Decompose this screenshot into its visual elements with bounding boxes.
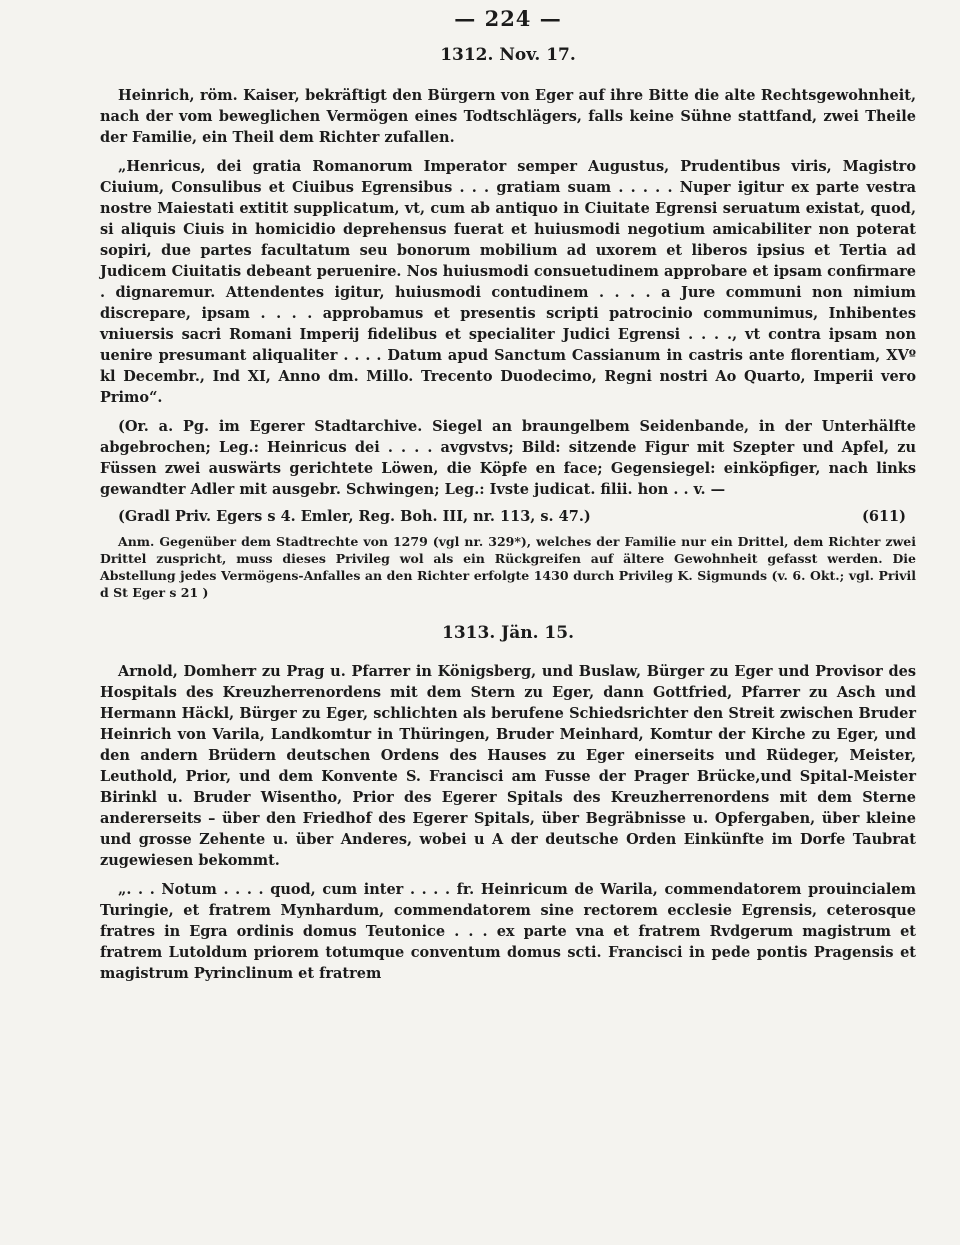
entry-date: 1313. Jän. 15. — [442, 623, 574, 643]
entry-number: (611) — [862, 508, 906, 525]
page-number: — 224 — — [454, 6, 562, 31]
entry-source: (Or. a. Pg. im Egerer Stadtarchive. Siegel an braungelbem Seidenbande, in der Unterhälfte abgebrochen; Leg.: Heinricus dei . . . . avgvstvs; Bild: sitzende Figur mit Szepter und Apfel, zu Füssen zwei auswärts gerichtete Löwen, die Köpfe en face; Gegensiegel: einköpfiger, nach links gewandter Adler mit ausgebr. Schwingen; Leg.: Ivste judicat. filii. hon . . v. — — [100, 418, 916, 498]
entry-date: 1312. Nov. 17. — [440, 45, 576, 65]
entry-reference-line — [100, 506, 916, 527]
entry-summary: Heinrich, röm. Kaiser, bekräftigt den Bürgern von Eger auf ihre Bitte die alte Rechtsgewohnheit, nach der vom beweglichen Vermögen eines Todtschlägers, falls keine Sühne stattfand, zwei Theile der Familie, ein Theil dem Richter zufallen. — [100, 87, 916, 146]
entry-latin-text: „Henricus, dei gratia Romanorum Imperator semper Augustus, Prudentibus viris, Magistro Ciuium, Consulibus et Ciuibus Egrensibus . . . gratiam suam . . . . . Nuper igitur ex parte vestra nostre Maiestati extitit supplicatum, vt, cum ab antiquo in Ciuitate Egrensi seruatum existat, quod, si aliquis Ciuis in homicidio deprehensus fuerat et huiusmodi negotium amicabiliter non poterat sopiri, due partes facultatum seu bonorum mobilium ad uxorem et liberos ipsius et Tertia ad Judicem Ciuitatis debeant peruenire. Nos huiusmodi consuetudinem approbare et ipsam confirmare . dignaremur. Attendentes igitur, huiusmodi contudinem . . . . a Jure communi non nimium discrepare, ipsam . . . . approbamus et presentis scripti patrocinio communimus, Inhibentes vniuersis sacri Romani Imperij fidelibus et specialiter Judici Egrensi . . . ., vt contra ipsam non uenire presumant aliqualiter . . . . Datum apud Sanctum Cassianum in castris ante florentiam, XVº kl Decembr., Ind XI, Anno dm. Millo. Trecento Duodecimo, Regni nostri Ao Quarto, Imperii vero Primo“. — [100, 158, 916, 406]
entry-reference: (Gradl Priv. Egers s 4. Emler, Reg. Boh. III, nr. 113, s. 47.) — [118, 508, 591, 525]
entry-latin-text: „. . . Notum . . . . quod, cum inter . . . . fr. Heinricum de Warila, commendatorem prouincialem Turingie, et fratrem Mynhardum, commendatorem sine rectorem ecclesie Egrensis, ceterosque fratres in Egra ordinis domus Teutonice . . . ex parte vna et fratrem Rvdgerum magistrum et fratrem Lutoldum priorem totumque conventum domus scti. Francisci in pede pontis Pragensis et magistrum Pyrinclinum et fratrem — [100, 881, 916, 982]
entry-summary: Arnold, Domherr zu Prag u. Pfarrer in Königsberg, und Buslaw, Bürger zu Eger und Provisor des Hospitals des Kreuzherrenordens mit dem Stern zu Eger, dann Gottfried, Pfarrer zu Asch und Hermann Häckl, Bürger zu Eger, schlichten als berufene Schiedsrichter den Streit zwischen Bruder Heinrich von Varila, Landkomtur in Thüringen, Bruder Meinhard, Komtur der Kirche zu Eger, und den andern Brüdern deutschen Ordens des Hauses zu Eger einerseits und Rüdeger, Meister, Leuthold, Prior, und dem Konvente S. Francisci am Fusse der Prager Brücke,und Spital-Meister Birinkl u. Bruder Wisentho, Prior des Egerer Spitals des Kreuzherrenordens mit dem Sterne andererseits – über den Friedhof des Egerer Spitals, über Begräbnisse u. Opfergaben, über kleine und grosse Zehente u. über Anderes, wobei u A der deutsche Orden Einkünfte im Dorfe Taubrat zugewiesen bekommt. — [100, 663, 916, 869]
entry-note: Anm. Gegenüber dem Stadtrechte von 1279 (vgl nr. 329*), welches der Familie nur ein Drittel, dem Richter zwei Drittel zuspricht, muss dieses Privileg wol als ein Rückgreifen auf ältere Gewohnheit gefasst werden. Die Abstellung jedes Vermögens-Anfalles an den Richter erfolgte 1430 durch Privileg K. Sigmunds (v. 6. Okt.; vgl. Privil d St Eger s 21 ) — [100, 534, 916, 600]
